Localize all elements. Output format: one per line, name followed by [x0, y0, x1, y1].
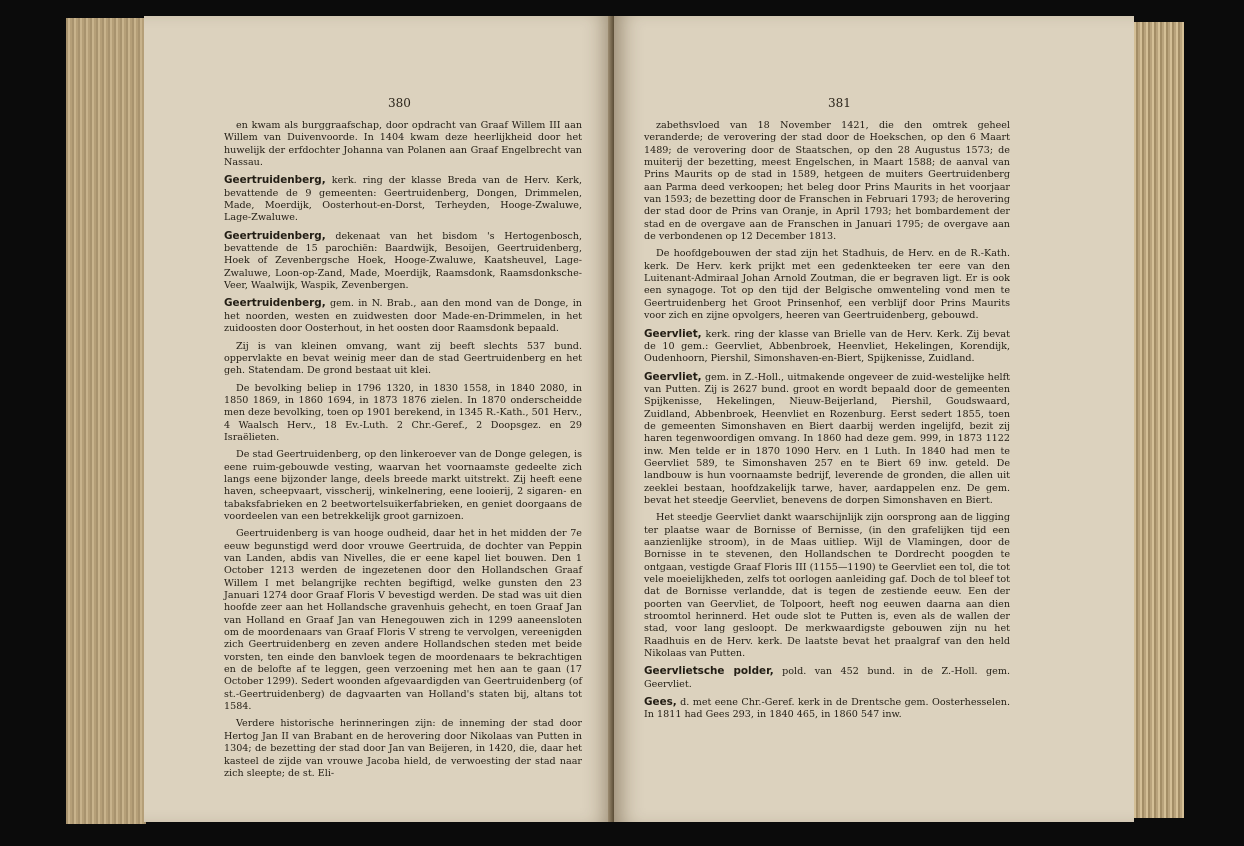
right-page	[614, 16, 1134, 822]
page-number-right: 381	[828, 96, 851, 110]
paragraph	[224, 341, 582, 378]
paragraph-text: gem. in Z.-Holl., uitmakende ongeveer de zuid-westelijke helft van Putten. Zij is 2627 bund. groot en wordt bepaald door de gemeenten Spijkenisse, Hekelingen, Nieuw-Beijerland, Piershil, Goudswaard, Zuidland, Abbenbroek, Heenvliet en Rozenburg. Eerst sedert 1855, toen de gemeenten Simonshaven en Biert daarbij werden ingelijfd, bezit zij haren tegenwoordigen omvang. In 1860 had deze gem. 999, in 1873 1122 inw. Men telde er in 1870 1090 Herv. en 1 Luth. In 1840 had men te Geervliet 589, te Simonshaven 257 en te Biert 69 inw. geteld. De landbouw is hun voornaamste bedrijf, leverende de gronden, die allen uit zeeklei bestaan, hoofdzakelijk tarwe, haver, aardappelen enz. De gem. bevat het steedje Geervliet, benevens de dorpen Simonshaven en Biert.	[644, 371, 1010, 506]
paragraph	[224, 120, 582, 169]
paragraph	[644, 665, 1010, 691]
entry-headword: Geervliet,	[644, 370, 702, 383]
entry-headword: Geertruidenberg,	[224, 229, 326, 242]
paragraph-text: De bevolking beliep in 1796 1320, in 1830 1558, in 1840 2080, in 1850 1869, in 1860 1694, in 1873 1876 zielen. In 1870 onderscheidde men deze bevolking, toen op 1901 berekend, in 1345 R.-Kath., 501 Herv., 4 Waalsch Herv., 18 Ev.-Luth. 2 Chr.-Geref., 2 Doopsgez. en 29 Israëlieten.	[224, 382, 582, 443]
paragraph-text: De hoofdgebouwen der stad zijn het Stadhuis, de Herv. en de R.-Kath. kerk. De Herv. kerk prijkt met een gedenkteeken ter eere van den Luitenant-Admiraal Johan Arnold Zoutman, die er begraven ligt. Er is ook een synagoge. Tot op den tijd der Belgische omwenteling vond men te Geertruidenberg het Groot Prinsenhof, een verblijf door Prins Maurits voor zich en zijne opvolgers, heeren van Geertruidenberg, gebouwd.	[644, 248, 1010, 322]
paragraph	[224, 230, 582, 293]
paragraph-text: kerk. ring der klasse van Brielle van de Herv. Kerk. Zij bevat de 10 gem.: Geervliet, Abbenbroek, Heenvliet, Hekelingen, Korendijk, Oudenhoorn, Piershil, Simonshaven-en-Biert, Spijkenisse, Zuidland.	[644, 328, 1010, 365]
page-number-left: 380	[388, 96, 411, 110]
left-page	[144, 16, 612, 822]
paragraph	[224, 528, 582, 713]
paragraph	[644, 120, 1010, 243]
entry-headword: Geertruidenberg,	[224, 297, 326, 310]
paragraph-text: d. met eene Chr.-Geref. kerk in de Drentsche gem. Oosterhesselen. In 1811 had Gees 293, in 1840 465, in 1860 547 inw.	[644, 697, 1010, 721]
paragraph	[224, 449, 582, 523]
page-edges-right	[1126, 22, 1184, 818]
paragraph-text: pold. van 452 bund. in de Z.-Holl. gem. Geervliet.	[644, 666, 1011, 690]
paragraph	[644, 371, 1010, 508]
paragraph-text: dekenaat van het bisdom 's Hertogenbosch, bevattende de 15 parochiën: Baardwijk, Besoijen, Geertruidenberg, Hoek of Zevenbergsche Hoek, Hooge-Zwaluwe, Kaatsheuvel, Lage-Zwaluwe, Loon-op-Zand, Made, Moerdijk, Raamsdonk, Raamsdonksche-Veer, Waalwijk, Waspik, Zevenbergen.	[224, 230, 582, 292]
paragraph	[644, 328, 1010, 366]
paragraph-text: gem. in N. Brab., aan den mond van de Donge, in het noorden, westen en zuidwesten door Made-en-Drimmelen, in het zuidoosten door Oosterhout, in het oosten door Raamsdonk bepaald.	[224, 298, 582, 335]
paragraph	[224, 297, 582, 335]
entry-headword: Geervlietsche polder,	[644, 665, 774, 678]
page-edges-left	[66, 18, 146, 824]
paragraph	[644, 512, 1010, 660]
entry-headword: Gees,	[644, 696, 677, 709]
paragraph	[644, 248, 1010, 322]
paragraph	[644, 696, 1010, 722]
paragraph	[224, 383, 582, 445]
paragraph-text: zabethsvloed van 18 November 1421, die den omtrek geheel veranderde; de verovering der stad door de Hoekschen, op den 6 Maart 1489; de verovering door de Staatschen, op den 28 Augustus 1573; de muiterij der bezetting, meest Engelschen, in Maart 1588; de aanval van Prins Maurits op de stad in 1589, hetgeen de muiters Geertruidenberg aan Parma deed verkoopen; het beleg door Prins Maurits in het voorjaar van 1593; de bezetting door de Franschen in Februari 1793; de herovering der stad door de Prins van Oranje, in April 1793; het bombardement der stad en de overgave aan de Franschen in Januari 1795; de overgave aan de verbondenen op 12 December 1813.	[644, 120, 1010, 243]
paragraph-text: Geertruidenberg is van hooge oudheid, daar het in het midden der 7e eeuw begunstigd werd door vrouwe Geertruida, de dochter van Peppin van Landen, abdis van Nivelles, die er eene kapel liet bouwen. Den 1 October 1213 werden de ingezetenen door den Hollandschen Graaf Willem I met belangrijke rechten begiftigd, welke gunsten den 23 Januari 1274 door Graaf Floris V bevestigd werden. De stad was uit dien hoofde zeer aan het Hollandsche gravenhuis gehecht, en toen Graaf Jan van Holland en Graaf Jan van Henegouwen zich in 1299 aaneensloten om de moordenaars van Graaf Floris V streng te vervolgen, vereenigden zich Geertruidenberg en zeven andere Hollandschen steden met beide vorsten, ten einde den banvloek tegen de moordenaars te bekrachtigen en de belofte af te leggen, geen verzoening met hen aan te gaan (17 October 1299). Sedert woonden afgevaardigden van Geertruidenberg (of st.-Geertruidenberg) de dagvaarten van Holland's staten bij, altans tot 1584.	[224, 528, 582, 713]
entry-headword: Geervliet,	[644, 327, 702, 340]
right-page-text	[644, 120, 1010, 727]
entry-headword: Geertruidenberg,	[224, 174, 326, 187]
paragraph	[224, 174, 582, 224]
paragraph-text: Zij is van kleinen omvang, want zij beeft slechts 537 bund. oppervlakte en bevat weinig meer dan de stad Geertruidenberg en het geh. Statendam. De grond bestaat uit klei.	[224, 340, 582, 377]
paragraph-text: en kwam als burggraafschap, door opdracht van Graaf Willem III aan Willem van Duivenvoorde. In 1404 kwam deze heerlijkheid door het huwelijk der erfdochter Johanna van Polanen aan Graaf Engelbrecht van Nassau.	[224, 120, 582, 169]
paragraph-text: Verdere historische herinneringen zijn: de inneming der stad door Hertog Jan II van Brabant en de herovering door Nikolaas van Putten in 1304; de bezetting der stad door Jan van Beijeren, in 1420, die, daar het kasteel de zijde van vrouwe Jacoba hield, de verwoesting der stad naar zich sleepte; de st. Eli-	[224, 718, 582, 779]
paragraph-text: De stad Geertruidenberg, op den linkeroever van de Donge gelegen, is eene ruim-gebouwde vesting, waarvan het voornaamste gedeelte zich langs eene bijzonder lange, deels breede markt uitstrekt. Zij heeft eene haven, scheepvaart, visscherij, winkelnering, eene looierij, 2 sigaren- en tabaksfabrieken en 2 beetwortelsuikerfabrieken, en geniet doorgaans de voordeelen van een betrekkelijk groot garnizoen.	[224, 449, 582, 522]
paragraph-text: Het steedje Geervliet dankt waarschijnlijk zijn oorsprong aan de ligging ter plaatse waar de Bornisse of Bernisse, (in den grafelijken tijd een aanzienlijke stroom), in de Maas uitliep. Wijl de Vlamingen, door de Bornisse in te stevenen, den Hollandschen te Dordrecht poogden te ontgaan, vestigde Graaf Floris III (1155—1190) te Geervliet een tol, die tot vele moeielijkheden, zelfs tot oorlogen aanleiding gaf. Doch de tol bleef tot dat de Bornisse verlandde, dat is tegen de zestiende eeuw. Een der poorten van Geervliet, de Tolpoort, heeft nog eeuwen daarna aan dien stroomtol herinnerd. Het oude slot te Putten is, even als de wallen der stad, voor lang gesloopt. De merkwaardigste gebouwen zijn nu het Raadhuis en de Herv. kerk. De laatste bevat het praalgraf van den held Nikolaas van Putten.	[644, 512, 1010, 660]
paragraph-text: kerk. ring der klasse Breda van de Herv. Kerk, bevattende de 9 gemeenten: Geertruidenberg, Dongen, Drimmelen, Made, Moerdijk, Oosterhout-en-Dorst, Terheyden, Hooge-Zwaluwe, Lage-Zwaluwe.	[224, 175, 582, 224]
left-page-text	[224, 120, 582, 785]
paragraph	[224, 718, 582, 780]
